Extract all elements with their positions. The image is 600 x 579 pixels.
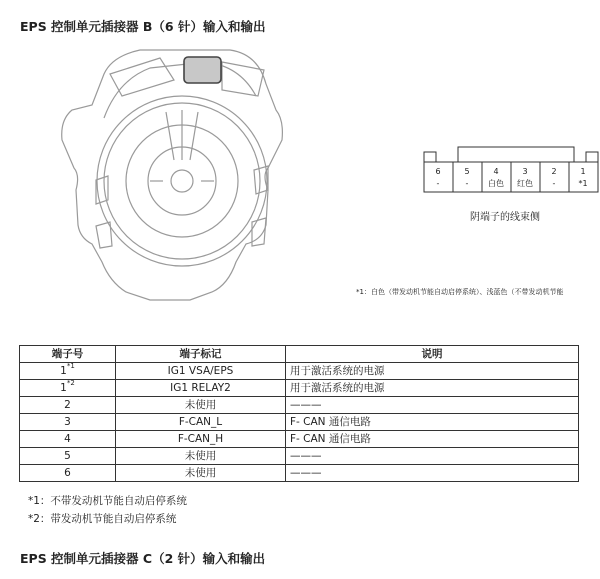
terminal-5-number: 5 xyxy=(464,167,470,176)
terminal-5-color: - xyxy=(465,179,469,188)
connector-caption: 阴端子的线束侧 xyxy=(470,212,540,223)
connector-b-highlight xyxy=(184,57,221,83)
header-terminal-mark: 端子标记 xyxy=(116,346,286,363)
terminal-description: ——— xyxy=(286,448,579,465)
terminal-1-number: 1 xyxy=(580,167,586,176)
terminal-3-color: 红色 xyxy=(517,179,533,188)
terminal-number: 2 xyxy=(20,397,116,414)
terminal-2-color: - xyxy=(552,179,556,188)
terminal-6-number: 6 xyxy=(435,167,441,176)
connector-b-pinout xyxy=(424,147,598,192)
wire-color-footnote: *1：白色（带发动机节能自动启停系统）、浅蓝色（不带发动机节能 xyxy=(356,288,564,296)
header-description: 说明 xyxy=(286,346,579,363)
header-terminal-number: 端子号 xyxy=(20,346,116,363)
terminal-mark: F-CAN_L xyxy=(116,414,286,431)
terminal-4-number: 4 xyxy=(493,167,499,176)
table-row xyxy=(20,414,579,431)
section-c-title: EPS 控制单元插接器 C（2 针）输入和输出 xyxy=(20,551,266,566)
table-header-row xyxy=(20,346,579,363)
terminal-mark: IG1 VSA/EPS xyxy=(116,363,286,380)
terminal-number xyxy=(20,380,116,397)
footnote-2: *2：带发动机节能自动启停系统 xyxy=(28,513,177,525)
eps-unit-illustration xyxy=(62,50,283,300)
terminal-note-ref: *1 xyxy=(66,362,75,370)
terminal-mark: 未使用 xyxy=(116,397,286,414)
terminal-description: F- CAN 通信电路 xyxy=(286,431,579,448)
terminal-2-number: 2 xyxy=(551,167,557,176)
terminal-mark: F-CAN_H xyxy=(116,431,286,448)
table-row xyxy=(20,465,579,482)
terminal-number: 5 xyxy=(20,448,116,465)
terminal-note-ref: *2 xyxy=(66,379,75,387)
table-row xyxy=(20,397,579,414)
terminal-number-value: 1 xyxy=(60,365,67,377)
terminal-mark: 未使用 xyxy=(116,465,286,482)
section-b-title: EPS 控制单元插接器 B（6 针）输入和输出 xyxy=(20,19,266,34)
terminal-number-value: 1 xyxy=(60,382,67,394)
terminal-4-color: 白色 xyxy=(488,179,504,188)
terminal-mark: 未使用 xyxy=(116,448,286,465)
terminal-table xyxy=(19,345,579,482)
terminal-1-color: *1 xyxy=(578,179,588,188)
terminal-description: F- CAN 通信电路 xyxy=(286,414,579,431)
terminal-number: 6 xyxy=(20,465,116,482)
terminal-6-color: - xyxy=(436,179,440,188)
terminal-description: ——— xyxy=(286,397,579,414)
terminal-3-number: 3 xyxy=(522,167,528,176)
table-row xyxy=(20,363,579,380)
table-row xyxy=(20,448,579,465)
terminal-description: ——— xyxy=(286,465,579,482)
terminal-description: 用于激活系统的电源 xyxy=(286,380,579,397)
table-row xyxy=(20,380,579,397)
terminal-description: 用于激活系统的电源 xyxy=(286,363,579,380)
terminal-number: 3 xyxy=(20,414,116,431)
terminal-number xyxy=(20,363,116,380)
terminal-mark: IG1 RELAY2 xyxy=(116,380,286,397)
footnote-1: *1：不带发动机节能自动启停系统 xyxy=(28,495,187,507)
table-row xyxy=(20,431,579,448)
terminal-number: 4 xyxy=(20,431,116,448)
